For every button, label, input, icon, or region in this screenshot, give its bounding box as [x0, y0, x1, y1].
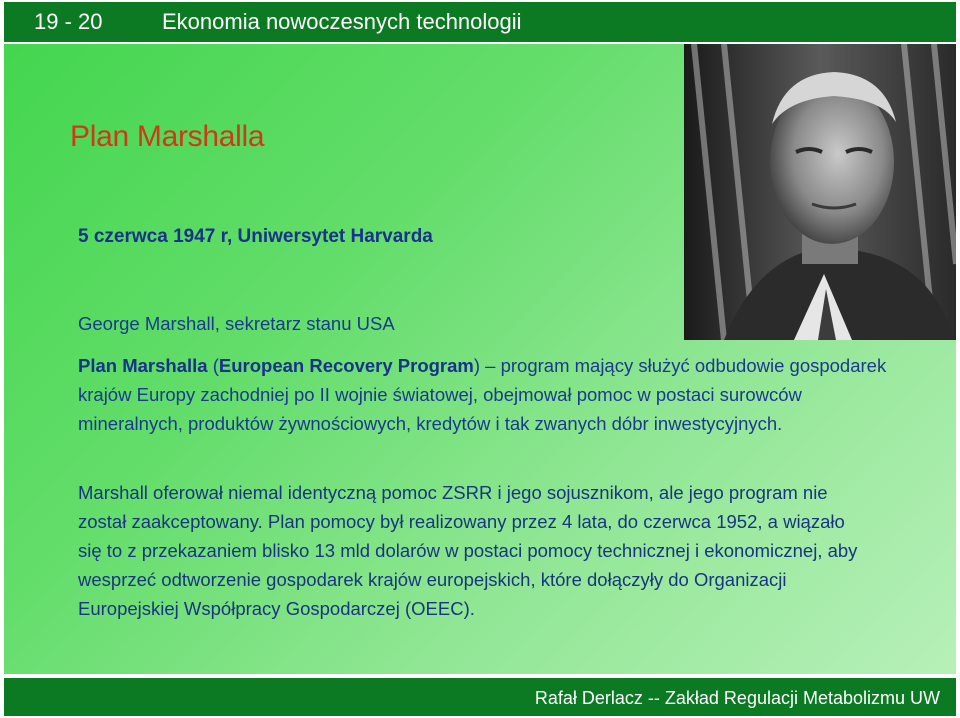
footer-author: Rafał Derlacz -- Zakład Regulacji Metabolizmu UW	[534, 688, 940, 708]
plan-name: Plan Marshalla	[78, 355, 208, 376]
course-title: Ekonomia nowoczesnych technologii	[162, 9, 522, 34]
slide-title: Plan Marshalla	[70, 120, 265, 153]
page-range: 19 - 20	[34, 9, 103, 34]
slide-body	[4, 44, 956, 674]
text-paragraph-implementation: Marshall oferował niemal identyczną pomoc ZSRR i jego sojusznikom, ale jego program nie został zaakceptowany. Plan pomocy był realizowany przez 4 lata, do czerwca 1952, a wiązało się to z przekazaniem blisko 13 mld dolarów w postaci pomocy technicznej i ekonomicznej, aby wesprzeć odtworzenie gospodarek krajów europejskich, które dołączyły do Organizacji Europejskiej Współpracy Gospodarczej (OEEC).	[78, 482, 858, 619]
footer-bar	[4, 678, 956, 716]
portrait-photo-icon	[684, 44, 956, 340]
text-paragraph-plan	[78, 351, 898, 438]
slide-subtitle: 5 czerwca 1947 r, Uniwersytet Harvarda	[78, 226, 433, 247]
plan-sep: (	[207, 355, 219, 376]
header-bar	[4, 2, 956, 42]
plan-description: ) – program mający służyć odbudowie gospodarek krajów Europy zachodniej po II wojnie światowej, obejmował pomoc w postaci surowców mineralnych, produktów żywnościowych, kredytów i tak zwanych dóbr inwestycyjnych.	[78, 355, 887, 434]
program-name: European Recovery Program	[218, 355, 474, 376]
text-line-marshall: George Marshall, sekretarz stanu USA	[78, 313, 395, 334]
